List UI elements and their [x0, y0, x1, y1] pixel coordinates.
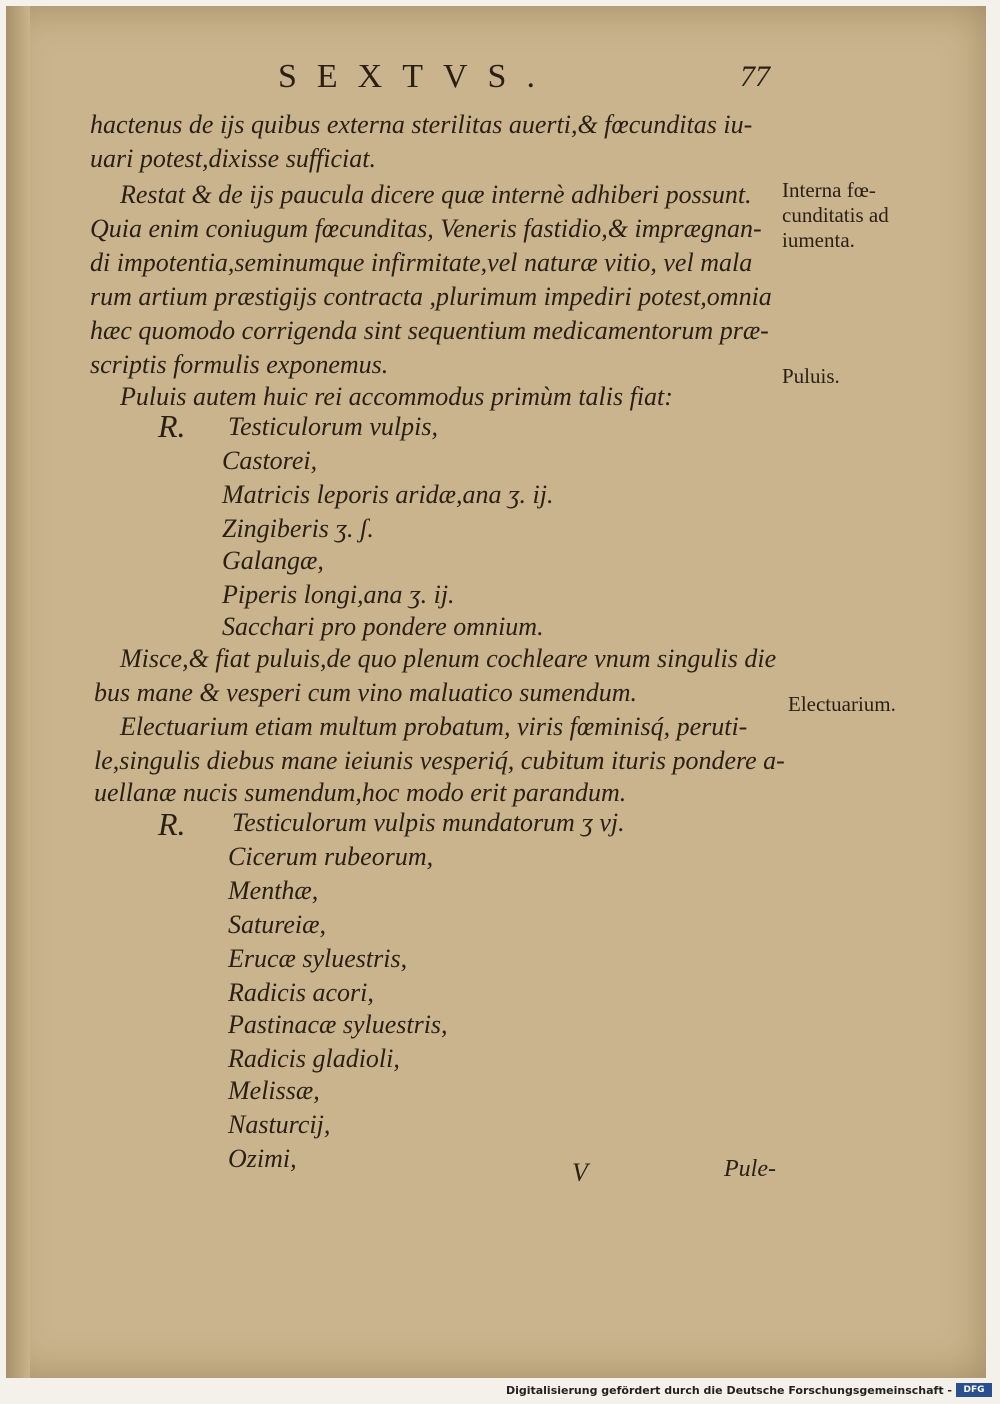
- text-line: Restat & de ijs paucula dicere quæ internè adhiberi possunt.: [120, 180, 752, 209]
- margin-note-line: cunditatis ad: [782, 203, 889, 227]
- margin-note-line: iumenta.: [782, 228, 855, 252]
- margin-note-line: Interna fœ-: [782, 178, 876, 202]
- recipe-symbol: R.: [158, 806, 186, 842]
- margin-note-electuarium: Electuarium.: [788, 692, 896, 716]
- text-line: uari potest,dixisse sufficiat.: [90, 144, 376, 173]
- recipe-item: Ozimi,: [228, 1144, 297, 1173]
- text-line: bus mane & vesperi cum vino maluatico sumendum.: [94, 678, 638, 707]
- recipe-item: Satureiæ,: [228, 910, 326, 939]
- digitization-footer: [0, 1378, 1000, 1404]
- recipe-item: Pastinacæ syluestris,: [228, 1010, 448, 1039]
- recipe-item: Matricis leporis aridæ,ana ʒ. ij.: [222, 480, 554, 509]
- text-line: hæc quomodo corrigenda sint sequentium medicamentorum præ-: [90, 316, 769, 345]
- recipe-item: Menthæ,: [228, 876, 319, 905]
- dfg-logo-icon: DFG: [956, 1383, 992, 1397]
- text-line: Misce,& fiat puluis,de quo plenum cochleare vnum singulis die: [120, 644, 777, 673]
- text-line: Puluis autem huic rei accommodus primùm talis fiat:: [120, 382, 673, 411]
- text-line: Quia enim coniugum fœcunditas, Veneris fastidio,& imprægnan-: [90, 214, 762, 243]
- recipe-item: Radicis acori,: [228, 978, 374, 1007]
- recipe-item: Zingiberis ʒ. ʃ.: [222, 514, 374, 543]
- text-line: rum artium præstigijs contracta ,plurimum impediri potest,omnia: [90, 282, 772, 311]
- digitization-credit: Digitalisierung gefördert durch die Deutsche Forschungsgemeinschaft -: [505, 1384, 952, 1397]
- page-binding-edge: [6, 6, 30, 1378]
- recipe-item: Sacchari pro pondere omnium.: [222, 612, 544, 641]
- page-number: 77: [740, 60, 770, 93]
- text-line: scriptis formulis exponemus.: [90, 350, 389, 379]
- recipe-item: Radicis gladioli,: [228, 1044, 400, 1073]
- margin-note-interna: [782, 178, 889, 253]
- recipe-item: Galangæ,: [222, 546, 324, 575]
- text-line: le,singulis diebus mane ieiunis vesperiq́, cubitum ituris pondere a-: [94, 746, 785, 775]
- text-line: Electuarium etiam multum probatum, viris fœminisq́, peruti-: [120, 712, 748, 741]
- running-title: SEXTVS.: [278, 58, 555, 95]
- recipe-item: Nasturcij,: [228, 1110, 331, 1139]
- recipe-item: Cicerum rubeorum,: [228, 842, 434, 871]
- recipe-item: Testiculorum vulpis,: [228, 412, 438, 441]
- recipe-item: Testiculorum vulpis mundatorum ʒ vj.: [232, 808, 625, 837]
- text-line: uellanæ nucis sumendum,hoc modo erit parandum.: [94, 778, 627, 807]
- text-line: hactenus de ijs quibus externa sterilitas auerti,& fœcunditas iu-: [90, 110, 753, 139]
- text-line: di impotentia,seminumque infirmitate,vel naturæ vitio, vel mala: [90, 248, 753, 277]
- signature-mark: V: [572, 1158, 588, 1187]
- recipe-item: Piperis longi,ana ʒ. ij.: [222, 580, 455, 609]
- recipe-item: Melissæ,: [228, 1076, 320, 1105]
- recipe-symbol: R.: [158, 408, 186, 444]
- recipe-item: Castorei,: [222, 446, 318, 475]
- catchword: Pule-: [724, 1156, 776, 1182]
- margin-note-puluis: Puluis.: [782, 364, 840, 388]
- recipe-item: Erucæ syluestris,: [228, 944, 408, 973]
